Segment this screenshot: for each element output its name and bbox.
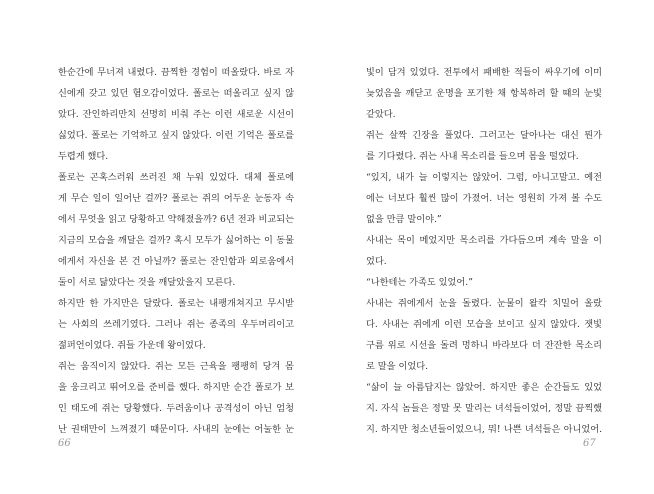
- text-line: 같았다.: [366, 109, 396, 120]
- text-line: 로 말을 이었다.: [366, 361, 429, 372]
- text-line: 에는 너보다 훨씬 많이 가졌어. 너는 영원히 가져 볼 수도: [366, 193, 602, 204]
- text-line: 게 무슨 일이 일어난 걸까? 폴로는 쥐의 어두운 눈동자 속: [58, 193, 294, 204]
- text-line: 한순간에 무너져 내렸다. 끔찍한 경험이 떠올랐다. 바로 자: [58, 67, 294, 78]
- page-number: 67: [583, 438, 596, 449]
- text-line: 하지만 한 가지만은 달랐다. 폴로는 내팽개쳐지고 무시받: [58, 298, 294, 309]
- text-line: 쥐는 움직이지 않았다. 쥐는 모든 근육을 팽팽히 당겨 몸: [58, 361, 294, 372]
- text-line: 지금의 모습을 깨달은 걸까? 혹시 모두가 싫어하는 이 동물: [58, 235, 294, 246]
- text-line: “있지, 내가 늘 이렇지는 않았어. 그럼, 아니고말고. 예전: [366, 172, 602, 183]
- text-line: 사내는 목이 메었지만 목소리를 가다듬으며 계속 말을 이: [366, 235, 602, 246]
- text-line: 를 기다렸다. 쥐는 사내 목소리를 들으며 몸을 떨었다.: [366, 151, 579, 162]
- text-line: 둘이 서로 닮았다는 것을 깨달았을지 모른다.: [58, 277, 236, 288]
- text-line: 폴로는 곤혹스러워 쓰러진 채 누워 있었다. 대체 폴로에: [58, 172, 294, 183]
- text-line: 을 웅크리고 뛰어오를 준비를 했다. 하지만 순간 폴로가 보: [58, 382, 294, 393]
- text-line: “나한테는 가족도 있었어.”: [366, 277, 473, 288]
- text-line: 싫었다. 폴로는 기억하고 싶지 않았다. 이런 기억은 폴로를: [58, 130, 294, 141]
- left-page: [58, 62, 294, 440]
- text-line: 두렵게 했다.: [58, 151, 109, 162]
- text-line: 사내는 쥐에게서 눈을 돌렸다. 눈물이 왈칵 치밀어 올랐: [366, 298, 602, 309]
- text-line: 지. 하지만 청소년들이었으니, 뭐! 나쁜 녀석들은 아니었어.: [366, 424, 602, 435]
- text-line: 쥐는 살짝 긴장을 풀었다. 그러고는 달아나는 대신 뭔가: [366, 130, 602, 141]
- text-line: 구름 위로 시선을 돌려 멍하니 바라보다 더 잔잔한 목소리: [366, 340, 602, 351]
- text-line: 에서 무엇을 읽고 당황하고 약해졌을까? 6년 전과 비교되는: [58, 214, 294, 225]
- text-line: 는 사회의 쓰레기였다. 그러나 쥐는 종족의 우두머리이고: [58, 319, 294, 330]
- text-line: 난 권태만이 느껴졌기 때문이다. 사내의 눈에는 어눌한 눈: [58, 424, 294, 435]
- text-line: 젊퍼언이었다. 쥐들 가운데 왕이었다.: [58, 340, 206, 351]
- text-line: 지. 자식 놈들은 정말 못 말리는 녀석들이었어, 정말 끔찍했: [366, 403, 602, 414]
- text-line: “삶이 늘 아름답지는 않았어. 하지만 좋은 순간들도 있었: [366, 382, 602, 393]
- text-line: 없을 만큼 말이야.”: [366, 214, 442, 225]
- text-line: 신에게 갖고 있던 혐오감이었다. 폴로는 떠올리고 싶지 않: [58, 88, 294, 99]
- text-line: 었다.: [366, 256, 387, 267]
- text-line: 았다. 잔인하리만치 선명히 비춰 주는 이런 새로운 시선이: [58, 109, 294, 120]
- text-line: 에게서 자신을 본 건 아닐까? 폴로는 잔인함과 외로움에서: [58, 256, 294, 267]
- page-number: 66: [58, 438, 71, 449]
- right-page: [366, 62, 602, 440]
- text-line: 빛이 담겨 있었다. 전투에서 패배한 적들이 싸우기에 이미: [366, 67, 602, 78]
- text-line: 다. 사내는 쥐에게 이런 모습을 보이고 싶지 않았다. 잿빛: [366, 319, 602, 330]
- text-line: 늦었음을 깨닫고 운명을 포기한 채 항복하려 할 때의 눈빛: [366, 88, 602, 99]
- text-line: 인 태도에 쥐는 당황했다. 두려움이나 공격성이 아닌 엄청: [58, 403, 294, 414]
